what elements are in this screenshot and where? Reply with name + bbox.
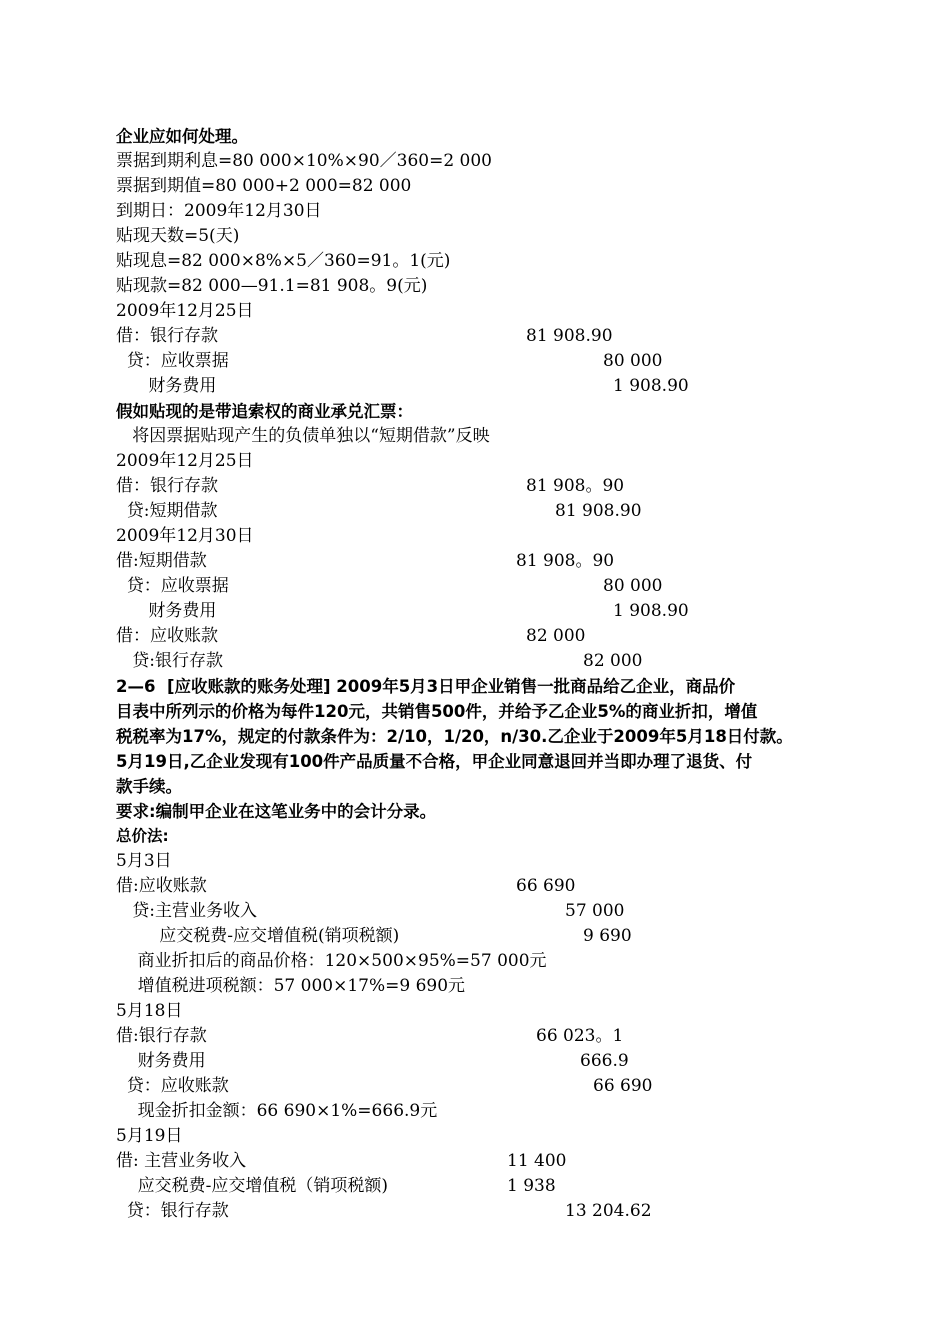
line-text: 款手续。 [116, 777, 182, 796]
text-line [0, 1124, 950, 1149]
text-line [0, 999, 950, 1024]
line-text: 贷：应收票据 [116, 576, 229, 596]
text-line [0, 724, 950, 749]
line-text: 借:应收账款 [116, 876, 207, 896]
line-text: 2009年12月30日 [116, 526, 254, 546]
line-text: 财务费用 [116, 376, 217, 396]
amount-text: 82 000 [526, 626, 586, 646]
line-text: 税税率为17%，规定的付款条件为：2/10，1/20，n/30.乙企业于2009年5月18日付款。 [116, 727, 793, 746]
text-line [0, 574, 950, 599]
line-text: 企业应如何处理。 [116, 127, 248, 146]
line-text: 5月3日 [116, 851, 172, 871]
amount-text: 81 908.90 [526, 326, 613, 346]
text-line [0, 449, 950, 474]
text-line [0, 1049, 950, 1074]
text-line [0, 1099, 950, 1124]
line-text: 借：银行存款 [116, 476, 218, 496]
amount-text: 13 204.62 [565, 1201, 652, 1221]
line-text: 票据到期值=80 000+2 000=82 000 [116, 176, 412, 196]
text-line [0, 849, 950, 874]
amount-text: 82 000 [583, 651, 643, 671]
text-line [0, 624, 950, 649]
text-line [0, 649, 950, 674]
line-text: 商业折扣后的商品价格：120×500×95%=57 000元 [116, 951, 547, 971]
amount-text: 666.9 [580, 1051, 629, 1071]
line-text: 借:短期借款 [116, 551, 207, 571]
text-line [0, 549, 950, 574]
text-line [0, 1174, 950, 1199]
amount-text: 66 690 [593, 1076, 653, 1096]
text-line [0, 874, 950, 899]
line-text: 贷:主营业务收入 [116, 901, 257, 921]
text-line [0, 524, 950, 549]
text-line [0, 324, 950, 349]
line-text: 应交税费-应交增值税(销项税额) [116, 926, 400, 946]
text-line [0, 499, 950, 524]
text-line [0, 474, 950, 499]
text-line [0, 149, 950, 174]
amount-text: 81 908.90 [555, 501, 642, 521]
line-text: 财务费用 [116, 601, 217, 621]
text-line [0, 799, 950, 824]
line-text: 应交税费-应交增值税（销项税额) [116, 1176, 388, 1196]
line-text: 贷:短期借款 [116, 501, 218, 521]
line-text: 将因票据贴现产生的负债单独以“短期借款”反映 [116, 426, 490, 446]
amount-text: 66 690 [516, 876, 576, 896]
line-text: 借:银行存款 [116, 1026, 207, 1046]
text-line [0, 974, 950, 999]
text-line [0, 374, 950, 399]
text-line [0, 424, 950, 449]
text-line [0, 899, 950, 924]
text-line [0, 699, 950, 724]
line-text: 票据到期利息=80 000×10%×90／360=2 000 [116, 151, 492, 171]
line-text: 贴现息=82 000×8%×5／360=91。1(元) [116, 251, 451, 271]
line-text: 增值税进项税额：57 000×17%=9 690元 [116, 976, 466, 996]
text-line [0, 949, 950, 974]
line-text: 贷：应收票据 [116, 351, 229, 371]
text-line [0, 224, 950, 249]
line-text: 贷：银行存款 [116, 1201, 229, 1221]
line-text: 贷:银行存款 [116, 651, 223, 671]
text-line [0, 274, 950, 299]
amount-text: 11 400 [507, 1151, 567, 1171]
line-text: 5月19日,乙企业发现有100件产品质量不合格，甲企业同意退回并当即办理了退货、付 [116, 752, 753, 771]
amount-text: 80 000 [603, 351, 663, 371]
line-text: 5月18日 [116, 1001, 183, 1021]
text-line [0, 674, 950, 699]
amount-text: 9 690 [583, 926, 632, 946]
line-text: 财务费用 [116, 1051, 206, 1071]
text-line [0, 349, 950, 374]
line-text: 借：银行存款 [116, 326, 218, 346]
line-text: 总价法: [116, 827, 169, 845]
text-line [0, 924, 950, 949]
line-text: 2009年12月25日 [116, 451, 254, 471]
text-line [0, 174, 950, 199]
amount-text: 57 000 [565, 901, 625, 921]
line-text: 目表中所列示的价格为每件120元，共销售500件，并给予乙企业5%的商业折扣，增值 [116, 702, 758, 721]
line-text: 假如贴现的是带追索权的商业承兑汇票： [116, 402, 413, 421]
line-text: 2009年12月25日 [116, 301, 254, 321]
line-text: 5月19日 [116, 1126, 183, 1146]
text-line [0, 399, 950, 424]
line-text: 贴现款=82 000—91.1=81 908。9(元) [116, 276, 428, 296]
amount-text: 1 908.90 [613, 601, 689, 621]
amount-text: 1 908.90 [613, 376, 689, 396]
line-text: 到期日：2009年12月30日 [116, 201, 322, 221]
amount-text: 1 938 [507, 1176, 556, 1196]
text-line [0, 824, 950, 849]
amount-text: 80 000 [603, 576, 663, 596]
line-text: 借: 主营业务收入 [116, 1151, 247, 1171]
line-text: 贴现天数=5(天) [116, 226, 240, 246]
text-line [0, 124, 950, 149]
line-text: 贷：应收账款 [116, 1076, 229, 1096]
text-line [0, 599, 950, 624]
amount-text: 81 908。90 [526, 476, 625, 496]
text-line [0, 1024, 950, 1049]
text-line [0, 749, 950, 774]
text-line [0, 199, 950, 224]
line-text: 要求:编制甲企业在这笔业务中的会计分录。 [116, 802, 437, 821]
text-line [0, 299, 950, 324]
text-line [0, 249, 950, 274]
text-line [0, 1074, 950, 1099]
text-line [0, 774, 950, 799]
line-text: 现金折扣金额：66 690×1%=666.9元 [116, 1101, 438, 1121]
amount-text: 66 023。1 [536, 1026, 624, 1046]
line-text: 2—6 [应收账款的账务处理] 2009年5月3日甲企业销售一批商品给乙企业，商品价 [116, 677, 736, 696]
text-line [0, 1199, 950, 1224]
amount-text: 81 908。90 [516, 551, 615, 571]
text-line [0, 1149, 950, 1174]
line-text: 借：应收账款 [116, 626, 218, 646]
